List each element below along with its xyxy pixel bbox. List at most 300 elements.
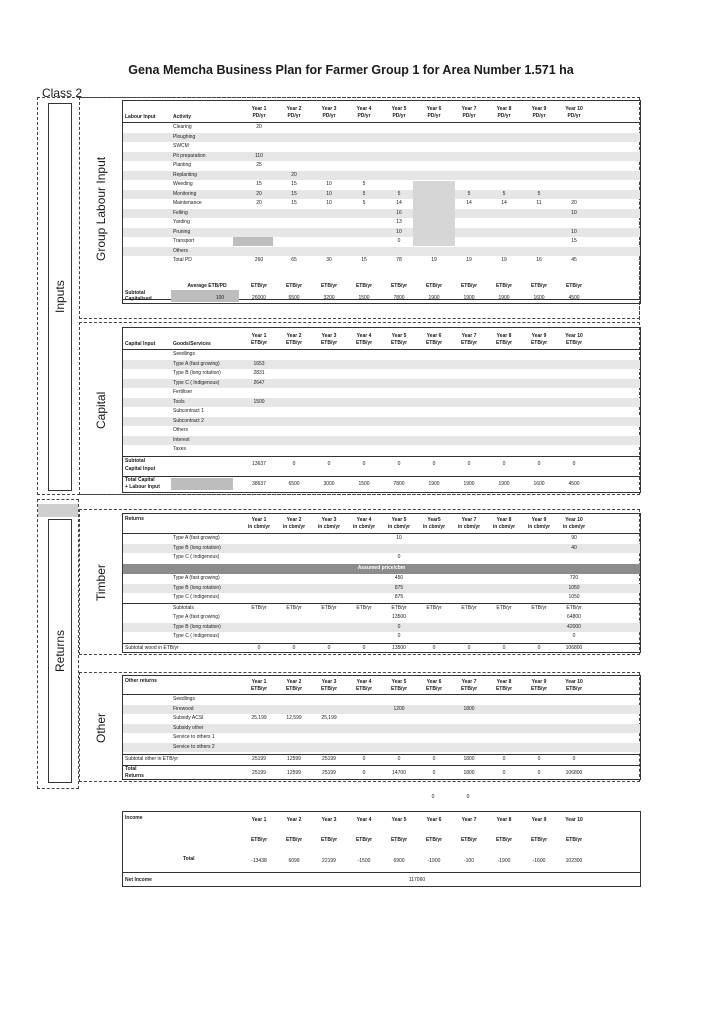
capital-row: [123, 407, 640, 417]
income-total-cell: 6099: [288, 858, 300, 864]
capital-year-header: Year 10 ETB/yr: [565, 333, 583, 346]
timber-row-label: Type B (long rotation): [173, 544, 221, 551]
capital-subtotal-cell: 13637: [252, 461, 266, 467]
timber-etb-cell: ETB/yr: [321, 605, 337, 611]
timber-cell: 450: [394, 575, 404, 581]
income-unit-header: ETB/yr: [390, 837, 408, 843]
labour-etb-header: ETB/yr: [495, 283, 513, 289]
timber-year-header: Year 4 in cbm/yr: [352, 517, 376, 530]
income-table: [122, 811, 641, 873]
capital-subtotal-cell: 0: [432, 461, 436, 467]
income-unit-header: ETB/yr: [355, 837, 373, 843]
timber-cell: 1050: [568, 584, 580, 591]
labour-row: [123, 199, 640, 209]
other-subtotal-cell: 25199: [322, 756, 336, 762]
capital-total-label2: + Labour Input: [125, 484, 160, 490]
timber-cell: 40: [571, 544, 577, 551]
labour-cell: 25: [256, 162, 262, 168]
labour-cell: 11: [536, 200, 542, 206]
income-unit-header: ETB/yr: [565, 837, 583, 843]
labour-cell: 260: [254, 257, 264, 263]
timber-cell: 0: [397, 554, 401, 560]
timber-subtotals-label: Subtotals: [173, 605, 194, 611]
other-row: [123, 733, 640, 743]
capital-row-label: Type C ( Indigenous): [173, 379, 220, 386]
labour-subtotal-cell: 1900: [428, 295, 440, 301]
income-total-cell: -1500: [357, 858, 371, 864]
labour-cell: 16: [536, 257, 542, 263]
capital-subtotal-cell: 0: [502, 461, 506, 467]
timber-cell: 0: [397, 633, 401, 639]
timber-cell: 875: [394, 594, 404, 600]
other-subtotal-cell: 0: [537, 756, 541, 762]
timber-subtotals-row: [123, 603, 640, 614]
labour-cell: 5: [362, 181, 366, 187]
timber-row: [123, 534, 640, 544]
labour-row-label: Clearing: [173, 124, 192, 130]
timber-subtotal-wood-cell: 0: [362, 645, 366, 651]
other-subtotal-row: [123, 754, 640, 766]
labour-row-label: Maintenance: [173, 200, 202, 206]
labour-year-header: Year 3 PD/yr: [321, 106, 337, 119]
labour-subtotal-cell: 1900: [463, 295, 475, 301]
timber-etb-cell: ETB/yr: [426, 605, 442, 611]
timber-cell: 0: [397, 623, 401, 630]
labour-cell: 20: [291, 171, 297, 178]
capital-side-label: Capital: [94, 391, 108, 429]
timber-subtotal-wood-cell: 13500: [392, 645, 406, 651]
income-year-header: Year 1: [251, 817, 267, 823]
labour-cell: 5: [397, 190, 401, 197]
labour-cell: 5: [537, 190, 541, 197]
labour-etb-header: ETB/yr: [320, 283, 338, 289]
income-unit-header: ETB/yr: [530, 837, 548, 843]
timber-year-header: Year 10 in cbm/yr: [562, 517, 586, 530]
timber-side-label: Timber: [94, 564, 108, 601]
timber-subtotal-wood-cell: 0: [292, 645, 296, 651]
timber-row-label: Type C ( Indigenous): [173, 554, 220, 560]
labour-avg-label: Average ETB/PD: [187, 283, 227, 289]
labour-row-label: Total PD: [173, 257, 192, 263]
labour-cell: 15: [291, 181, 297, 187]
timber-row: [123, 632, 640, 642]
timber-year-header: Year 5 in cbm/yr: [387, 517, 411, 530]
labour-row: [123, 152, 640, 162]
other-year-header: Year 2 ETB/yr: [285, 679, 303, 692]
capital-year-header: Year 7 ETB/yr: [460, 333, 478, 346]
timber-etb-cell: ETB/yr: [286, 605, 302, 611]
other-subtotal-cell: 0: [572, 756, 576, 762]
other-row: [123, 705, 640, 715]
timber-cell: 64800: [567, 614, 581, 620]
labour-cell: 78: [396, 257, 402, 263]
timber-subtotal-wood-cell: 0: [537, 645, 541, 651]
capital-total-cell: 7800: [393, 481, 405, 487]
net-income-value: 117060: [408, 877, 426, 883]
other-total-label: Total: [125, 766, 137, 772]
labour-row: [123, 133, 640, 143]
labour-row: [123, 180, 640, 190]
income-year-header: Year 8: [496, 817, 512, 823]
labour-year-header: Year 5 PD/yr: [391, 106, 407, 119]
labour-cell: 19: [431, 257, 437, 263]
other-row-label: Service to others 2: [173, 743, 215, 750]
timber-cell: 720: [569, 575, 579, 581]
capital-year-header: Year 1 ETB/yr: [250, 333, 268, 346]
capital-row: [123, 350, 640, 360]
labour-year-header: Year 9 PD/yr: [531, 106, 547, 119]
labour-etb-header: ETB/yr: [530, 283, 548, 289]
capital-row: [123, 398, 640, 408]
timber-table: [122, 513, 641, 653]
labour-cell: 5: [362, 190, 366, 197]
labour-row-label: Pit preparation: [173, 152, 206, 159]
labour-row-label: Transport: [173, 238, 195, 244]
other-subtotal-cell: 1800: [463, 756, 475, 762]
timber-subtotal-wood-cell: 0: [467, 645, 471, 651]
other-total-cell: 14700: [392, 770, 406, 776]
labour-subtotal-label: Subtotal: [125, 290, 145, 296]
timber-row: [123, 613, 640, 623]
timber-cell: 1050: [568, 594, 580, 600]
other-cell: 1200: [393, 705, 405, 712]
timber-etb-cell: ETB/yr: [251, 605, 267, 611]
labour-capitalised-label: Capitalised: [125, 296, 152, 302]
timber-etb-cell: ETB/yr: [356, 605, 372, 611]
labour-row-label: Monitoring: [173, 190, 197, 197]
timber-row: [123, 544, 640, 554]
capital-row-label: Tools: [173, 398, 185, 405]
labour-grey-block: [233, 237, 273, 246]
income-unit-header: ETB/yr: [320, 837, 338, 843]
labour-year-header: Year 1 PD/yr: [251, 106, 267, 119]
timber-col1-header: Returns: [125, 516, 144, 522]
income-year-header: Year 5: [391, 817, 407, 823]
income-year-header: Year 10: [565, 817, 583, 823]
capital-total-box: [171, 478, 233, 490]
labour-cell: 10: [571, 228, 577, 235]
timber-cell: 875: [394, 584, 404, 591]
timber-year-header: Year 3 in cbm/yr: [317, 517, 341, 530]
labour-etb-header: ETB/yr: [285, 283, 303, 289]
capital-row-label: Seedlings: [173, 351, 195, 357]
capital-col1-header: Capital Input: [125, 341, 156, 347]
other-row: [123, 695, 640, 705]
labour-cell: 0: [397, 238, 401, 244]
other-row-label: Subsidy other: [173, 724, 204, 731]
other-year-header: Year 10 ETB/yr: [565, 679, 583, 692]
capital-total-cell: 1500: [358, 481, 370, 487]
labour-year-header: Year 7 PD/yr: [461, 106, 477, 119]
timber-year-header: Year 1 in cbm/yr: [247, 517, 271, 530]
timber-cell: 0: [572, 633, 576, 639]
capital-total-label: Total Capital: [125, 477, 155, 483]
timber-cell: 90: [571, 535, 577, 541]
capital-year-header: Year 5 ETB/yr: [390, 333, 408, 346]
income-total-cell: -13438: [251, 858, 267, 864]
income-total-cell: 6900: [393, 858, 405, 864]
timber-row: [123, 623, 640, 633]
timber-row-label: Type C ( Indigenous): [173, 594, 220, 600]
capital-row-label: Subcontract 1: [173, 408, 204, 414]
labour-etb-header: ETB/yr: [565, 283, 583, 289]
timber-year-header: Year 2 in cbm/yr: [282, 517, 306, 530]
income-total-cell: -1900: [427, 858, 441, 864]
capital-subtotal-cell: 0: [362, 461, 366, 467]
capital-subtotal-cell: 0: [397, 461, 401, 467]
labour-row: [123, 228, 640, 238]
labour-subtotal-cell: 6500: [288, 295, 300, 301]
capital-row: [123, 388, 640, 398]
labour-subtotal-cell: 1600: [533, 295, 545, 301]
capital-total-cell: 4500: [568, 481, 580, 487]
labour-cell: 5: [467, 190, 471, 197]
other-table: [122, 675, 641, 780]
income-year-header: Year 4: [356, 817, 372, 823]
class-label: Class 2: [42, 86, 83, 100]
other-subtotal-cell: 25199: [252, 756, 266, 762]
labour-cell: 10: [326, 200, 332, 206]
labour-row: [123, 237, 640, 247]
labour-year-header: Year 4 PD/yr: [356, 106, 372, 119]
timber-assumed-price-band: Assumed price/cbm: [123, 564, 640, 574]
labour-row-label: Planting: [173, 162, 192, 168]
labour-table: [122, 100, 641, 300]
labour-subtotal-cell: 26000: [252, 295, 266, 301]
below-value: 0: [431, 794, 435, 800]
other-row-label: Firewood: [173, 705, 194, 712]
capital-subtotal-block: [123, 456, 640, 477]
capital-total-block: [123, 476, 640, 493]
labour-cell: 10: [396, 228, 402, 235]
labour-row-label: Replanting: [173, 171, 197, 178]
timber-subtotal-wood-row: [123, 643, 640, 654]
capital-row: [123, 360, 640, 370]
timber-row: [123, 574, 640, 584]
labour-cell: 30: [326, 257, 332, 263]
other-row-label: Seedlings: [173, 696, 195, 702]
timber-cell: 42000: [567, 623, 581, 630]
other-total-cell: 25199: [322, 770, 336, 776]
returns-grey-band: [38, 504, 78, 517]
income-total-cell: -1900: [497, 858, 511, 864]
income-total-cell: 22199: [322, 858, 336, 864]
timber-row: [123, 553, 640, 563]
timber-subtotal-wood-cell: 0: [257, 645, 261, 651]
other-year-header: Year 8 ETB/yr: [495, 679, 513, 692]
other-row: [123, 724, 640, 734]
timber-subtotal-wood-cell: 106800: [565, 645, 583, 651]
timber-etb-cell: ETB/yr: [461, 605, 477, 611]
income-unit-header: ETB/yr: [250, 837, 268, 843]
capital-year-header: Year 8 ETB/yr: [495, 333, 513, 346]
timber-row-label: Type C ( Indigenous): [173, 633, 220, 639]
timber-subtotal-wood-cell: 0: [432, 645, 436, 651]
capital-table: [122, 327, 641, 493]
timber-year-header: Year5 in cbm/yr: [422, 517, 446, 530]
labour-cell: 10: [571, 209, 577, 216]
labour-cell: 10: [326, 181, 332, 187]
capital-cell: 2831: [253, 370, 265, 376]
labour-subtotal-table: [122, 282, 641, 304]
timber-subtotal-wood-cell: 0: [502, 645, 506, 651]
labour-cell: 20: [256, 200, 262, 206]
other-row: [123, 743, 640, 753]
capital-cell: 1653: [253, 360, 265, 367]
labour-cell: 13: [396, 219, 402, 225]
timber-cell: 13500: [392, 614, 406, 620]
other-side-label: Other: [94, 712, 108, 743]
income-unit-header: ETB/yr: [425, 837, 443, 843]
labour-subtotal-cell: 4500: [568, 295, 580, 301]
labour-subtotal-cell: 1500: [358, 295, 370, 301]
capital-subtotal-label: Subtotal: [125, 458, 145, 464]
labour-row: [123, 247, 640, 257]
below-values: [122, 794, 641, 804]
labour-cell: 15: [256, 181, 262, 187]
income-label: Income: [125, 815, 143, 821]
timber-row-label: Type A (fast growing): [173, 575, 220, 581]
other-total-cell: 25199: [252, 770, 266, 776]
capital-row-label: Interest: [173, 436, 190, 443]
capital-subtotal-cell: 0: [467, 461, 471, 467]
labour-row: [123, 218, 640, 228]
group-labour-side-label: Group Labour Input: [94, 156, 108, 262]
labour-cell: 16: [396, 209, 402, 216]
capital-total-cell: 38637: [252, 481, 266, 487]
labour-row: [123, 190, 640, 200]
other-year-header: Year 5 ETB/yr: [390, 679, 408, 692]
capital-total-cell: 1900: [428, 481, 440, 487]
labour-etb-header: ETB/yr: [460, 283, 478, 289]
labour-row: [123, 142, 640, 152]
capital-cell: 2647: [253, 379, 265, 386]
other-total-cell: 0: [502, 770, 506, 776]
labour-etb-header: ETB/yr: [425, 283, 443, 289]
income-year-header: Year 3: [321, 817, 337, 823]
other-year-header: Year 1 ETB/yr: [250, 679, 268, 692]
timber-year-header: Year 9 in cbm/yr: [527, 517, 551, 530]
labour-cell: 45: [571, 257, 577, 263]
other-subtotal-label: Subtotal other in ETB/yr: [125, 756, 179, 762]
labour-year-header: Year 8 PD/yr: [496, 106, 512, 119]
labour-year-header: Year 2 PD/yr: [286, 106, 302, 119]
income-total-cell: -1600: [532, 858, 546, 864]
labour-col1-header: Labour Input: [125, 114, 156, 120]
labour-cell: 110: [255, 152, 263, 159]
labour-cell: 20: [256, 124, 262, 130]
labour-cell: 19: [466, 257, 472, 263]
labour-cell: 5: [502, 190, 506, 197]
labour-avg-value: 100: [215, 295, 225, 301]
labour-row-label: Yarding: [173, 219, 190, 225]
capital-subtotal-cell: 0: [537, 461, 541, 467]
labour-row-label: Felling: [173, 209, 188, 216]
labour-row-label: Others: [173, 247, 189, 254]
income-unit-header: ETB/yr: [285, 837, 303, 843]
below-value: 0: [466, 794, 470, 800]
net-income-table: [122, 873, 641, 887]
income-unit-header: ETB/yr: [460, 837, 478, 843]
other-total-cell: 0: [537, 770, 541, 776]
page-title: Gena Memcha Business Plan for Farmer Group 1 for Area Number 1.571 ha: [128, 63, 574, 77]
capital-subtotal-cell: 0: [327, 461, 331, 467]
labour-subtotal-cell: 3200: [323, 295, 335, 301]
other-row-label: Subsidy ACSI: [173, 715, 204, 721]
capital-row-label: Others: [173, 427, 189, 433]
capital-year-header: Year 6 ETB/yr: [425, 333, 443, 346]
capital-total-cell: 6500: [288, 481, 300, 487]
other-year-header: Year 4 ETB/yr: [355, 679, 373, 692]
labour-cell: 20: [256, 190, 262, 197]
capital-row-label: Fertiliser: [173, 389, 193, 395]
capital-year-header: Year 2 ETB/yr: [285, 333, 303, 346]
labour-cell: 5: [362, 200, 366, 206]
labour-year-header: Year 6 PD/yr: [426, 106, 442, 119]
labour-cell: 15: [571, 238, 577, 244]
labour-row: [123, 123, 640, 133]
timber-etb-cell: ETB/yr: [531, 605, 547, 611]
other-total-cell: 1800: [463, 770, 475, 776]
labour-row-label: Weeding: [173, 181, 193, 187]
labour-cell: 65: [291, 257, 297, 263]
capital-subtotal-cell: 0: [572, 461, 576, 467]
labour-row: [123, 161, 640, 171]
timber-row: [123, 593, 640, 603]
capital-row: [123, 379, 640, 389]
labour-grey-block: [413, 181, 455, 246]
capital-year-header: Year 3 ETB/yr: [320, 333, 338, 346]
labour-cell: 14: [501, 200, 507, 206]
labour-etb-header: ETB/yr: [390, 283, 408, 289]
other-total-cell: 0: [362, 770, 366, 776]
capital-row: [123, 436, 640, 446]
capital-col2-header: Goods/Services: [173, 341, 211, 347]
timber-cell: 10: [396, 535, 402, 541]
capital-row-label: Taxes: [173, 446, 187, 452]
other-row: [123, 714, 640, 724]
labour-cell: 14: [396, 200, 402, 206]
timber-subtotal-wood-cell: 0: [327, 645, 331, 651]
capital-row-label: Type B (long rotation): [173, 370, 221, 376]
other-subtotal-cell: 0: [432, 756, 436, 762]
capital-total-cell: 1900: [463, 481, 475, 487]
other-year-header: Year 3 ETB/yr: [320, 679, 338, 692]
timber-year-header: Year 8 in cbm/yr: [492, 517, 516, 530]
capital-row-label: Subcontract 2: [173, 417, 204, 424]
other-cell: 1800: [463, 705, 475, 712]
labour-cell: 15: [291, 190, 297, 197]
capital-row: [123, 445, 640, 455]
income-total-label: Total: [183, 856, 195, 862]
timber-row-label: Type A (fast growing): [173, 614, 220, 620]
timber-etb-cell: ETB/yr: [566, 605, 582, 611]
labour-year-header: Year 10 PD/yr: [565, 106, 583, 119]
labour-row: [123, 209, 640, 219]
capital-total-cell: 3000: [323, 481, 335, 487]
other-cell: 25,199: [251, 715, 267, 721]
other-subtotal-cell: 12599: [287, 756, 301, 762]
net-income-label: Net Income: [125, 877, 152, 883]
capital-cell: 1500: [253, 398, 265, 405]
capital-total-cell: 1600: [533, 481, 545, 487]
other-cell: 25,199: [321, 715, 337, 721]
income-total-cell: -100: [463, 858, 474, 864]
income-year-header: Year 7: [461, 817, 477, 823]
timber-row: [123, 584, 640, 594]
income-unit-header: ETB/yr: [495, 837, 513, 843]
capital-year-header: Year 9 ETB/yr: [530, 333, 548, 346]
